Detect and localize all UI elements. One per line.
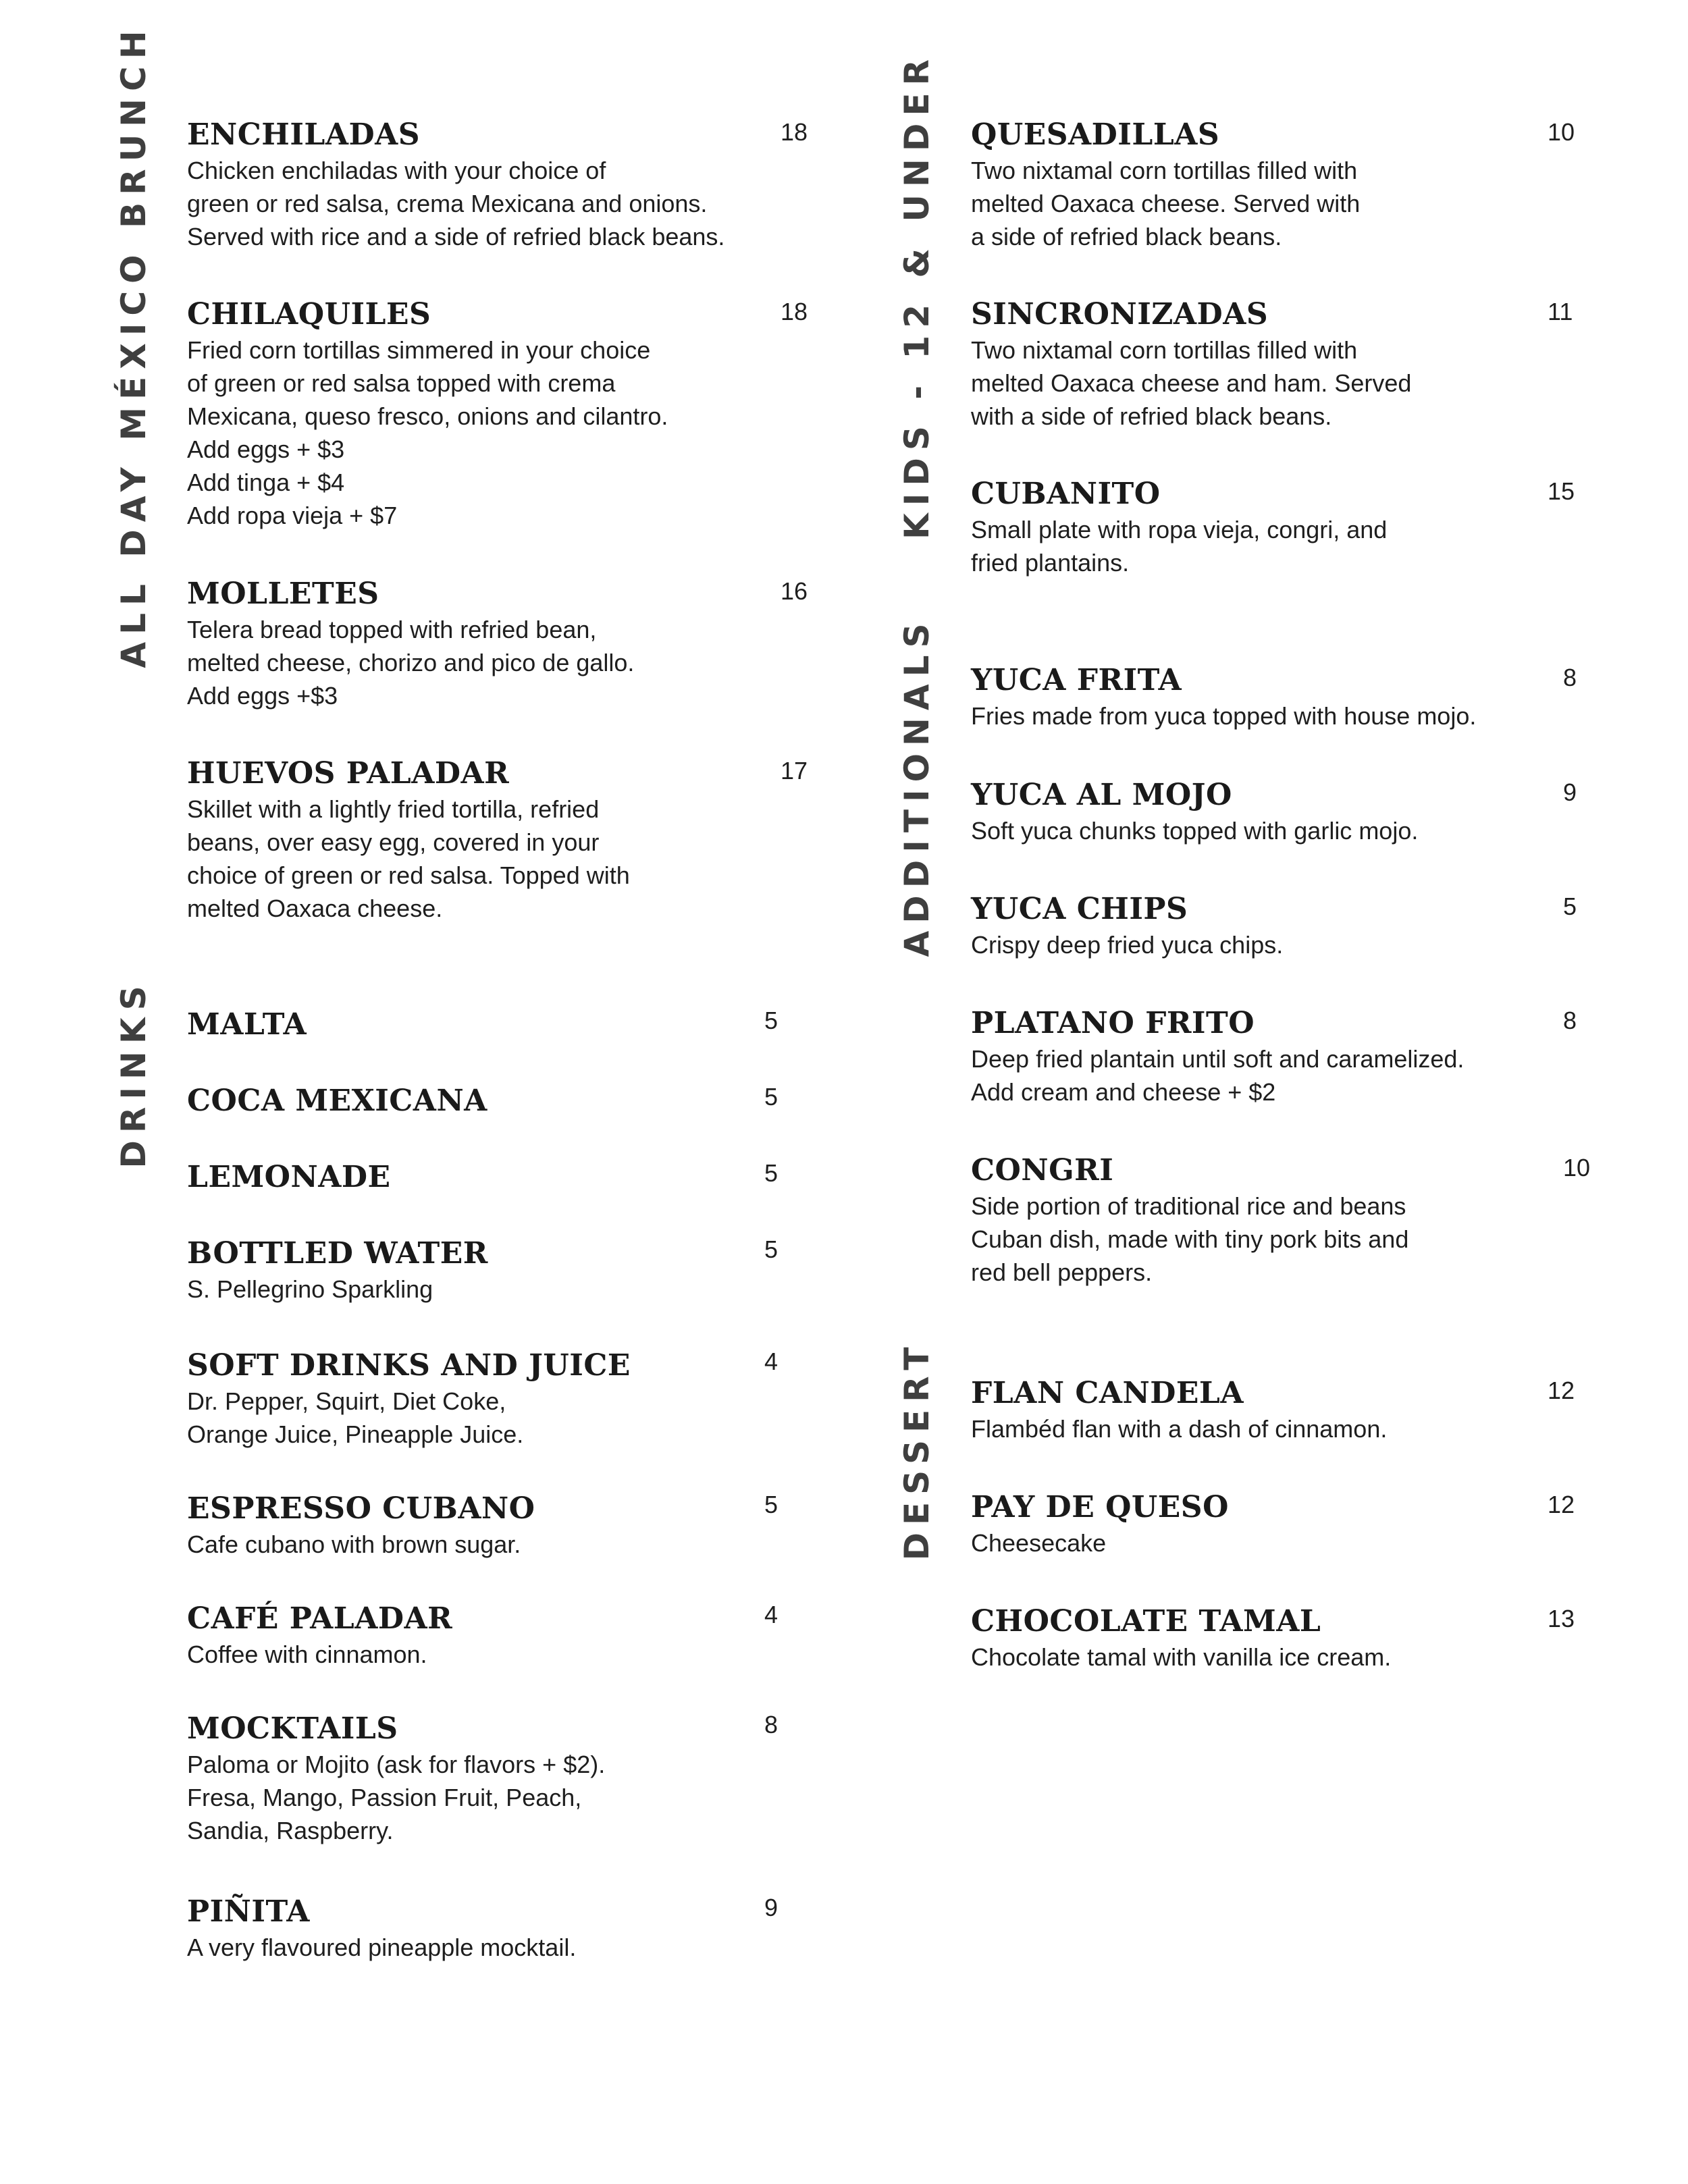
section-label-dessert: DESSERT <box>897 1339 937 1561</box>
item-description: Side portion of traditional rice and beans Cuban dish, made with tiny pork bits and red bell peppers. <box>971 1192 1409 1286</box>
item-price: 5 <box>764 1235 779 1263</box>
menu-item-enchiladas <box>187 116 724 253</box>
item-description: Two nixtamal corn tortillas filled with melted Oaxaca cheese and ham. Served with a side of refried black beans. <box>971 336 1412 430</box>
item-price: 10 <box>1563 1154 1591 1181</box>
item-name: YUCA FRITA <box>971 663 1182 697</box>
item-description: A very flavoured pineapple mocktail. <box>187 1934 577 1961</box>
item-price: 5 <box>764 1083 779 1111</box>
item-description: Telera bread topped with refried bean, melted cheese, chorizo and pico de gallo. Add eggs +$3 <box>187 616 635 710</box>
item-description: Flambéd flan with a dash of cinnamon. <box>971 1415 1388 1443</box>
item-name: CONGRI <box>971 1153 1114 1188</box>
item-name: CAFÉ PALADAR <box>187 1601 453 1636</box>
item-description: Paloma or Mojito (ask for flavors + $2). Fresa, Mango, Passion Fruit, Peach, Sandia, Raspberry. <box>187 1751 606 1844</box>
item-description: Cheesecake <box>971 1529 1107 1557</box>
item-name: SOFT DRINKS AND JUICE <box>187 1348 631 1383</box>
item-description: Fried corn tortillas simmered in your choice of green or red salsa topped with crema Mexicana, queso fresco, onions and cilantro. Add eggs + $3 Add tinga + $4 Add ropa vieja + $7 <box>187 336 668 529</box>
item-name: PLATANO FRITO <box>971 1006 1255 1040</box>
item-price: 8 <box>764 1711 779 1738</box>
item-name: BOTTLED WATER <box>187 1236 488 1271</box>
item-name: YUCA CHIPS <box>971 892 1188 926</box>
item-name: CUBANITO <box>971 477 1161 511</box>
item-name: MALTA <box>187 1007 307 1042</box>
item-name: PAY DE QUESO <box>971 1490 1229 1524</box>
item-name: MOCKTAILS <box>187 1711 398 1746</box>
item-name: MOLLETES <box>187 577 379 611</box>
item-description: Dr. Pepper, Squirt, Diet Coke, Orange Juice, Pineapple Juice. <box>187 1387 524 1448</box>
item-price: 5 <box>764 1007 779 1034</box>
item-name: FLAN CANDELA <box>971 1376 1244 1410</box>
item-price: 12 <box>1548 1491 1575 1518</box>
item-name: COCA MEXICANA <box>187 1084 487 1118</box>
menu-item-espresso-cubano <box>187 1490 535 1561</box>
section-label-drinks: DRINKS <box>114 978 153 1169</box>
item-price: 8 <box>1563 1007 1577 1034</box>
item-name: PIÑITA <box>187 1894 310 1929</box>
menu-item-sincronizadas <box>971 296 1411 433</box>
menu-item-chocolate-tamal <box>971 1603 1391 1674</box>
item-description: Small plate with ropa vieja, congri, and fried plantains. <box>971 516 1388 577</box>
item-price: 11 <box>1548 298 1573 325</box>
menu-item-mocktails <box>187 1710 605 1847</box>
menu-item-lemonade <box>187 1158 391 1196</box>
item-name: HUEVOS PALADAR <box>187 756 510 791</box>
section-label-brunch: ALL DAY MÉXICO BRUNCH <box>114 23 153 668</box>
item-price: 13 <box>1548 1605 1575 1632</box>
item-description: S. Pellegrino Sparkling <box>187 1275 433 1303</box>
item-price: 5 <box>764 1491 779 1518</box>
item-price: 5 <box>1563 893 1577 920</box>
item-price: 5 <box>764 1159 779 1187</box>
item-description: Fries made from yuca topped with house mojo. <box>971 702 1477 730</box>
item-description: Two nixtamal corn tortillas filled with melted Oaxaca cheese. Served with a side of refried black beans. <box>971 157 1361 250</box>
item-description: Soft yuca chunks topped with garlic mojo. <box>971 817 1419 845</box>
menu-item-platano-frito <box>971 1005 1464 1109</box>
item-price: 12 <box>1548 1377 1575 1404</box>
item-name: ENCHILADAS <box>187 117 421 152</box>
item-description: Chocolate tamal with vanilla ice cream. <box>971 1643 1392 1671</box>
item-price: 4 <box>764 1348 779 1375</box>
item-price: 9 <box>764 1894 779 1921</box>
menu-item-malta <box>187 1006 307 1044</box>
menu-item-molletes <box>187 575 634 712</box>
item-price: 8 <box>1563 664 1577 691</box>
item-price: 9 <box>1563 778 1577 806</box>
item-description: Deep fried plantain until soft and caramelized. Add cream and cheese + $2 <box>971 1045 1465 1106</box>
item-name: ESPRESSO CUBANO <box>187 1491 535 1526</box>
item-price: 17 <box>781 757 808 784</box>
menu-item-congri <box>971 1152 1408 1289</box>
item-description: Crispy deep fried yuca chips. <box>971 931 1284 959</box>
item-description: Cafe cubano with brown sugar. <box>187 1530 521 1558</box>
menu-item-flan-candela <box>971 1375 1387 1445</box>
item-name: SINCRONIZADAS <box>971 297 1269 331</box>
item-name: QUESADILLAS <box>971 117 1220 152</box>
item-price: 15 <box>1548 477 1575 505</box>
menu-item-yuca-al-mojo <box>971 776 1418 847</box>
item-price: 4 <box>764 1601 779 1628</box>
menu-item-coca-mexicana <box>187 1082 487 1120</box>
item-price: 18 <box>781 118 808 146</box>
section-label-kids: KIDS - 12 & UNDER <box>897 51 937 540</box>
item-price: 10 <box>1548 118 1575 146</box>
item-description: Coffee with cinnamon. <box>187 1641 427 1668</box>
item-price: 18 <box>781 298 808 325</box>
menu-item-yuca-chips <box>971 890 1283 961</box>
item-description: Skillet with a lightly fried tortilla, refried beans, over easy egg, covered in your choice of green or red salsa. Topped with melted Oaxaca cheese. <box>187 795 630 922</box>
menu-item-soft-drinks <box>187 1347 631 1451</box>
menu-item-cafe-paladar <box>187 1600 452 1671</box>
item-name: YUCA AL MOJO <box>971 778 1232 812</box>
section-label-additionals: ADDITIONALS <box>897 616 937 957</box>
menu-item-chilaquiles <box>187 296 668 532</box>
item-name: CHILAQUILES <box>187 297 431 331</box>
item-price: 16 <box>781 577 808 605</box>
menu-item-quesadillas <box>971 116 1360 253</box>
menu-item-pinita <box>187 1893 576 1964</box>
menu-item-yuca-frita <box>971 662 1476 733</box>
item-name: LEMONADE <box>187 1160 391 1194</box>
menu-item-cubanito <box>971 475 1387 579</box>
item-name: CHOCOLATE TAMAL <box>971 1604 1321 1639</box>
menu-item-pay-de-queso <box>971 1489 1229 1560</box>
menu-item-huevos-paladar <box>187 755 630 925</box>
item-description: Chicken enchiladas with your choice of green or red salsa, crema Mexicana and onions. Served with rice and a side of refried black beans. <box>187 157 725 250</box>
menu-item-bottled-water <box>187 1235 488 1306</box>
